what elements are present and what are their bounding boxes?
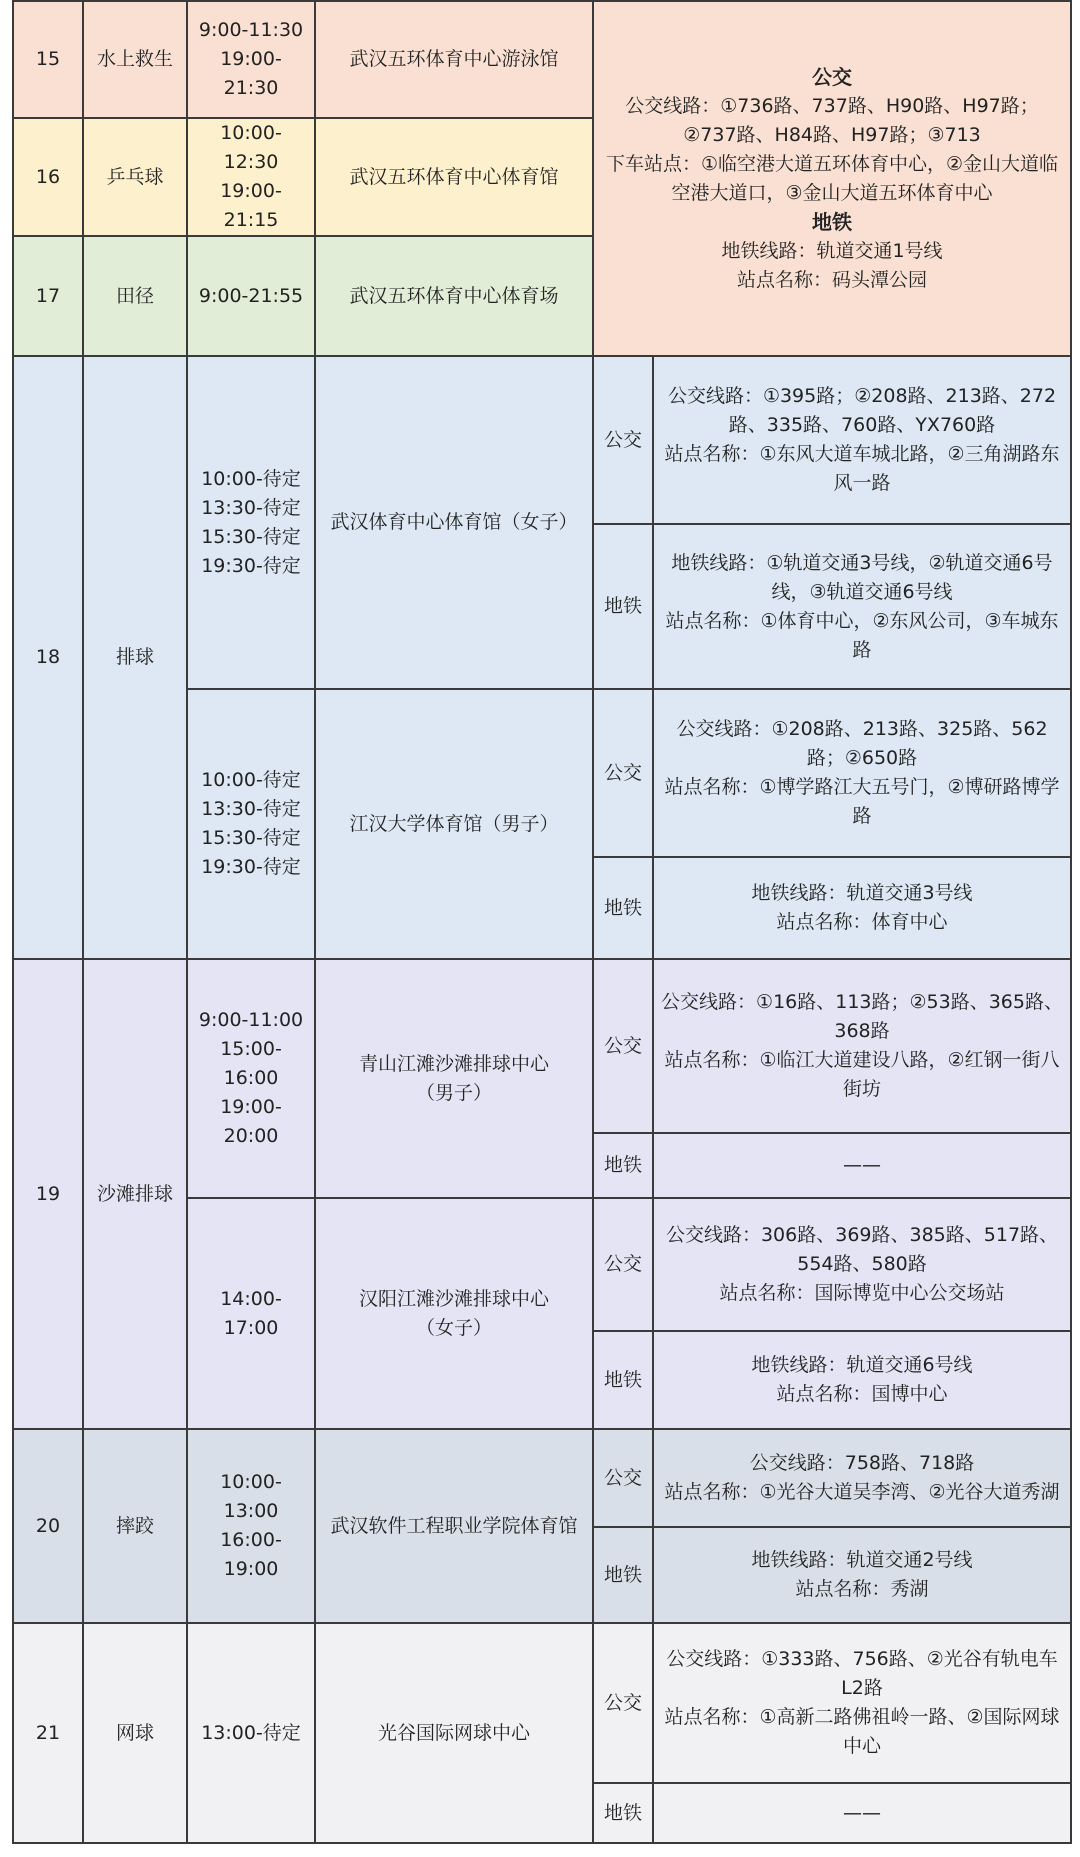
bus-label: 公交 [593,1429,653,1527]
sport-name: 水上救生 [83,1,187,118]
row-number: 18 [13,356,83,959]
sport-name: 摔跤 [83,1429,187,1623]
sport-name: 排球 [83,356,187,959]
session-time: 9:00-11:00 15:00-16:00 19:00-20:00 [187,959,315,1198]
venue-name: 武汉五环体育中心游泳馆 [315,1,593,118]
metro-label: 地铁 [593,1133,653,1198]
bus-label: 公交 [593,959,653,1133]
session-time: 9:00-11:30 19:00-21:30 [187,1,315,118]
metro-label: 地铁 [593,524,653,689]
session-time: 10:00-待定 13:30-待定 15:30-待定 19:30-待定 [187,356,315,689]
bus-label: 公交 [593,689,653,857]
metro-info: 地铁线路：轨道交通2号线 站点名称：秀湖 [653,1527,1071,1623]
venue-name: 武汉软件工程职业学院体育馆 [315,1429,593,1623]
row-number: 21 [13,1623,83,1843]
metro-label: 地铁 [593,1331,653,1429]
bus-label: 公交 [593,1623,653,1783]
bus-info: 公交线路：①16路、113路；②53路、365路、368路 站点名称：①临江大道建设八路，②红钢一街八街坊 [653,959,1071,1133]
metro-label: 地铁 [593,1783,653,1843]
bus-info: 公交线路：306路、369路、385路、517路、554路、580路 站点名称：国际博览中心公交场站 [653,1198,1071,1331]
shared-transport-cell [593,1,1071,356]
session-time: 10:00-13:00 16:00-19:00 [187,1429,315,1623]
bus-info: 公交线路：758路、718路 站点名称：①光谷大道吴李湾、②光谷大道秀湖 [653,1429,1071,1527]
metro-label: 地铁 [593,1527,653,1623]
venue-name: 武汉五环体育中心体育场 [315,236,593,356]
venue-name: 武汉体育中心体育馆（女子） [315,356,593,689]
bus-label: 公交 [593,356,653,524]
metro-info: —— [653,1133,1071,1198]
bus-info: 公交线路：①736路、737路、H90路、H97路；②737路、H84路、H97路；③713 下车站点：①临空港大道五环体育中心，②金山大道临空港大道口，③金山大道五环体育中心 [605,94,1059,204]
row-number: 19 [13,959,83,1429]
bus-section-title: 公交 [812,64,852,89]
sport-name: 乒乓球 [83,118,187,236]
venue-name: 光谷国际网球中心 [315,1623,593,1843]
bus-info: 公交线路：①333路、756路、②光谷有轨电车L2路 站点名称：①高新二路佛祖岭一路、②国际网球中心 [653,1623,1071,1783]
bus-info: 公交线路：①395路；②208路、213路、272路、335路、760路、YX760路 站点名称：①东风大道车城北路，②三角湖路东风一路 [653,356,1071,524]
session-time: 14:00-17:00 [187,1198,315,1429]
table-row [13,1,1071,118]
sport-name: 沙滩排球 [83,959,187,1429]
schedule-table [12,0,1072,1844]
venue-name: 青山江滩沙滩排球中心 （男子） [315,959,593,1198]
metro-info: 地铁线路：轨道交通6号线 站点名称：国博中心 [653,1331,1071,1429]
metro-section-title: 地铁 [812,209,852,234]
metro-label: 地铁 [593,857,653,959]
row-number: 15 [13,1,83,118]
row-number: 17 [13,236,83,356]
session-time: 13:00-待定 [187,1623,315,1843]
session-time: 9:00-21:55 [187,236,315,356]
sport-name: 网球 [83,1623,187,1843]
table-row [13,1429,1071,1527]
bus-label: 公交 [593,1198,653,1331]
row-number: 16 [13,118,83,236]
metro-info: 地铁线路：轨道交通1号线 站点名称：码头潭公园 [721,239,943,291]
metro-info: 地铁线路：①轨道交通3号线，②轨道交通6号线，③轨道交通6号线 站点名称：①体育中心，②东风公司，③车城东路 [653,524,1071,689]
venue-name: 江汉大学体育馆（男子） [315,689,593,959]
metro-info: —— [653,1783,1071,1843]
bus-info: 公交线路：①208路、213路、325路、562路；②650路 站点名称：①博学路江大五号门，②博研路博学路 [653,689,1071,857]
sport-name: 田径 [83,236,187,356]
table-row [13,356,1071,524]
venue-name: 汉阳江滩沙滩排球中心 （女子） [315,1198,593,1429]
table-row [13,959,1071,1133]
row-number: 20 [13,1429,83,1623]
session-time: 10:00-12:30 19:00-21:15 [187,118,315,236]
session-time: 10:00-待定 13:30-待定 15:30-待定 19:30-待定 [187,689,315,959]
metro-info: 地铁线路：轨道交通3号线 站点名称：体育中心 [653,857,1071,959]
venue-name: 武汉五环体育中心体育馆 [315,118,593,236]
table-row [13,1623,1071,1783]
